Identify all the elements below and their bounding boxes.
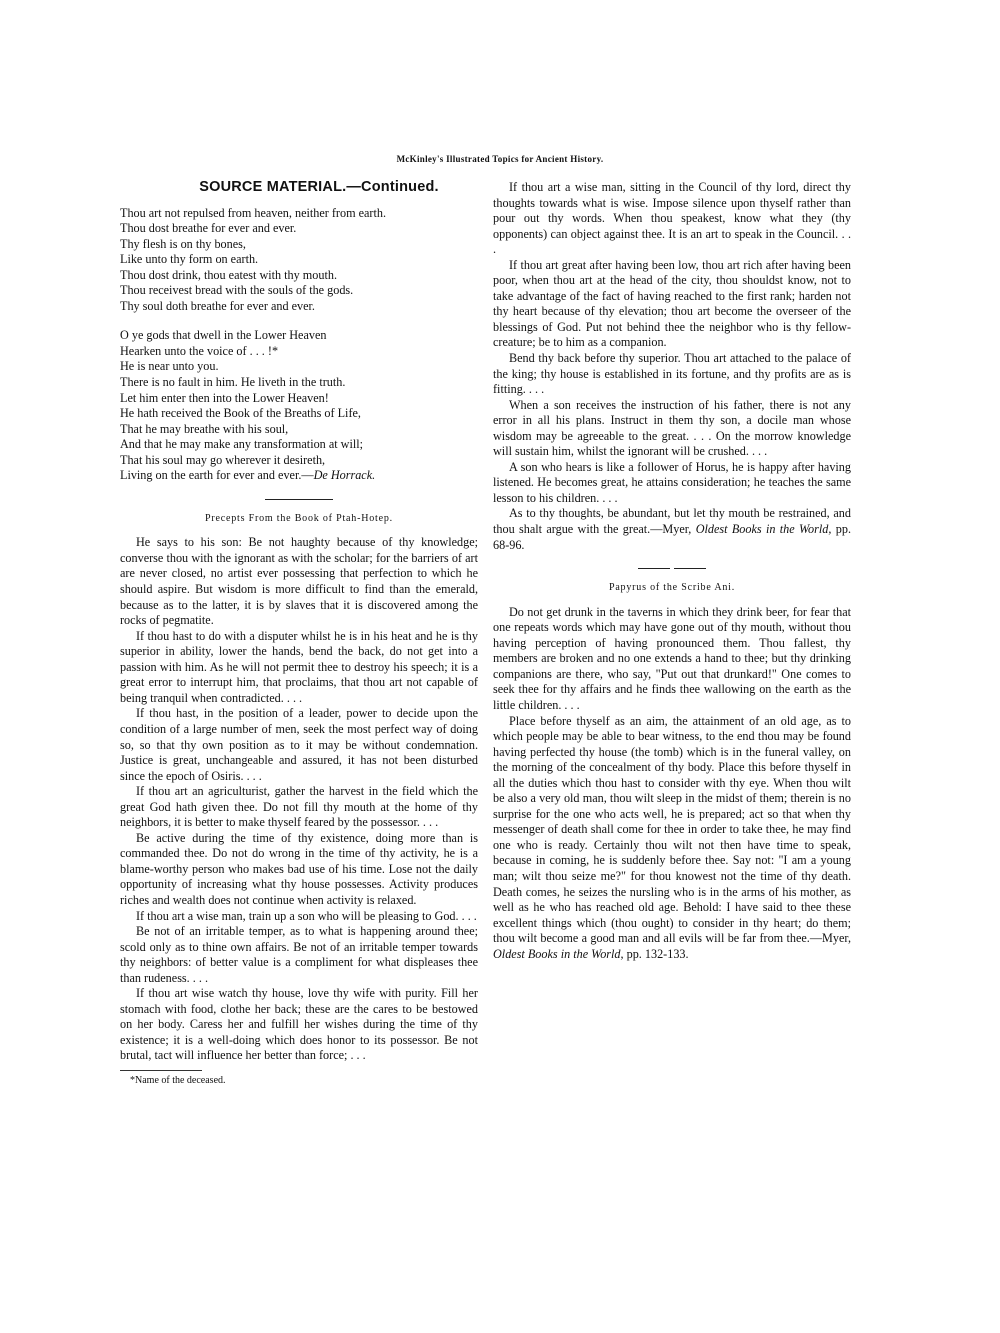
verse-stanza-2 xyxy=(120,328,478,483)
ptah-hotep-heading: Precepts From the Book of Ptah-Hotep. xyxy=(205,512,393,524)
ptah-paragraph: When a son receives the instruction of his father, there is not any error in all his plans. Instruct in them thy son, a docile man whose wisdom may be agreeable to the great. . . . On the morrow knowledge will sustain him, whilst the ignorant will be crushed. . . . xyxy=(493,397,851,459)
verse-line: Thy soul doth breathe for ever and ever. xyxy=(120,298,315,313)
ptah-paragraph-text: As to thy thoughts, be abundant, but let thy mouth be restrained, and thou shalt argue with the great.—Myer, xyxy=(493,506,851,537)
verse-line: That his soul may go wherever it desireth, xyxy=(120,452,326,467)
verse-author: De Horrack. xyxy=(313,468,376,483)
ptah-paragraph: Be not of an irritable temper, as to what is happening around thee; scold only as to thine own affairs. Be not of an irritable temper towards thy neighbors: of better value is a compliment for what displeases thee than rudeness. . . . xyxy=(120,924,478,985)
ani-paragraph: Do not get drunk in the taverns in which they drink beer, for fear that one repeats words which may have gone out of thy mouth, without thou having perception of having pronounced them. Thou fallest, thy members are broken and no one extends a hand to thee; but thy drinking companions are there, who say, "Put out that drunkard!" One comes to seek thee for thy affairs and he finds thee wallowing on the earth as the little children. . . . xyxy=(493,604,851,712)
book-citation-pages: pp. 68-96. xyxy=(493,522,851,552)
running-header: McKinley's Illustrated Topics for Ancient History. xyxy=(396,154,604,164)
verse-line: Hearken unto the voice of . . . !* xyxy=(120,343,279,358)
ptah-paragraph: A son who hears is like a follower of Horus, he is happy after having listened. He becomes great, he attains consideration; he teaches the same lesson to his children. . . . xyxy=(493,459,851,505)
verse-line-text: Living on the earth for ever and ever.— xyxy=(120,468,314,483)
verse-stanza-1 xyxy=(120,206,478,315)
verse-line: O ye gods that dwell in the Lower Heaven xyxy=(120,328,327,343)
ptah-paragraph: If thou art an agriculturist, gather the harvest in the field which the great God hath given thee. Do not fill thy mouth at the home of thy neighbors, it is better to make thyself feared by the possessor. . . . xyxy=(120,784,478,830)
ani-paragraph-text: Place before thyself as an aim, the attainment of an old age, as to which people may be able to bear witness, to the end thou may be found having perfected thy house (the tomb) which is in the funeral valley, on the morning of the concealment of thy body. Place this before thyself in all the duties which thou hast to consider with thy eye. When thou wilt be also a very old man, thou wilt sleep in the midst of them; therein is no surprise for the one who acts well, he is prepared; act so that when thy messenger of death shall come for thee in order to take thee, he may find one who is ready. Certainly thou wilt not then have time to speak, because in coming, he is suddenly before thee. Say not: "I am a young man; wilt thou seize me?" for thou knowest not the time of thy death. Death comes, he seizes the nursling who is in the arms of his mother, as well as he who has reached old age. Behold: I have said to thee these excellent things which (thou ought) to consider in thy heart; do them; thou wilt become a good man and all evils will be far from thee.—Myer, xyxy=(493,713,851,946)
verse-line: There is no fault in him. He liveth in the truth. xyxy=(120,375,346,390)
verse-line: Like unto thy form on earth. xyxy=(120,252,259,267)
verse-line: That he may breathe with his soul, xyxy=(120,421,289,436)
verse-line: Thou receivest bread with the souls of the gods. xyxy=(120,283,354,298)
ptah-paragraph: He says to his son: Be not haughty because of thy knowledge; converse thou with the ignorant as with the scholar; for the barriers of art are never closed, no artist ever possessing that perfection to which he should aspire. But wisdom is more difficult to find than the emerald, because as to the latter, it is by slaves that it is discovered among the rocks of pegmatite. xyxy=(120,535,478,628)
ptah-paragraph: If thou art a wise man, train up a son who will be pleasing to God. . . . xyxy=(136,908,477,923)
ani-heading: Papyrus of the Scribe Ani. xyxy=(608,582,736,594)
book-citation-title: Oldest Books in the World, xyxy=(695,522,832,537)
verse-line: Thou dost drink, thou eatest with thy mouth. xyxy=(120,267,337,282)
book-citation-title: Oldest Books in the World, xyxy=(493,946,624,961)
ptah-paragraph: Bend thy back before thy superior. Thou art attached to the palace of the king; thy house is established in its fortune, and thy profits are as is fitting. . . . xyxy=(493,351,851,397)
ptah-paragraph: If thou hast, in the position of a leader, power to decide upon the condition of a large number of men, seek the most perfect way of doing so, so that thy own position as to it may be without condemnation. Justice is great, unchangeable and assured, it has not been disturbed since the epoch of Osiris. . . . xyxy=(120,706,478,783)
verse-line: Thou art not repulsed from heaven, neither from earth. xyxy=(120,205,386,220)
ptah-paragraph: If thou art a wise man, sitting in the Council of thy lord, direct thy thoughts towards what is wise. Impose silence upon thyself rather than pour out thy words. When thou speakest, know what they (thy opponents) can object against thee. It is an art to speak in the Council. . . . xyxy=(493,180,851,257)
right-column xyxy=(493,180,851,962)
verse-line: He hath received the Book of the Breaths of Life, xyxy=(120,406,361,421)
verse-line: And that he may make any transformation at will; xyxy=(120,437,364,452)
verse-line: Thy flesh is on thy bones, xyxy=(120,236,246,251)
left-column xyxy=(120,180,478,1089)
section-divider xyxy=(265,499,333,500)
verse-line: He is near unto you. xyxy=(120,359,219,374)
footnote: *Name of the deceased. xyxy=(130,1074,226,1086)
ptah-paragraph: If thou art great after having been low, thou art rich after having been poor, when thou art at the head of the city, thou shouldst know, not to take advantage of the fact of having reached to the first rank; harden not thy heart because of thy elevation; thou art become the overseer of the blessings of God. Put not behind thee the neighbor who is thy fellow-creature; be to him as a companion. xyxy=(493,257,851,350)
ptah-paragraph: Be active during the time of thy existence, doing more than is commanded thee. Do not do wrong in the time of thy activity, he is a blame-worthy person who makes bad use of his time. Lose not the daily opportunity of increasing what thy house possesses. Activity produces riches and wealth does not continue when activity is relaxed. xyxy=(120,830,478,907)
ptah-paragraph: If thou art wise watch thy house, love thy wife with purity. Fill her stomach with food, clothe her back; these are the cares to be bestowed on her body. Caress her and fulfill her wishes during the time of thy existence; it is a well-doing which does honor to its possessor. Be not brutal, tact will influence her better than force; . . . xyxy=(120,986,478,1063)
ptah-paragraph: If thou hast to do with a disputer whilst he is in his heat and he is thy superior in ability, lower the hands, bend the back, do not get into a passion with him. As he will not permit thee to destroy his speech; it is a great error to interrupt him, that proclaims, that thou art not capable of being tranquil when contradicted. . . . xyxy=(120,628,478,705)
ani-citation-paragraph xyxy=(493,714,851,963)
book-citation-pages: pp. 132-133. xyxy=(626,946,689,961)
section-title: SOURCE MATERIAL.—Continued. xyxy=(199,179,439,195)
ptah-citation-paragraph xyxy=(493,506,851,553)
section-divider xyxy=(638,568,706,569)
verse-line xyxy=(120,468,478,484)
verse-line: Thou dost breathe for ever and ever. xyxy=(120,221,297,236)
verse-line: Let him enter then into the Lower Heaven! xyxy=(120,390,329,405)
footnote-rule xyxy=(120,1070,202,1071)
